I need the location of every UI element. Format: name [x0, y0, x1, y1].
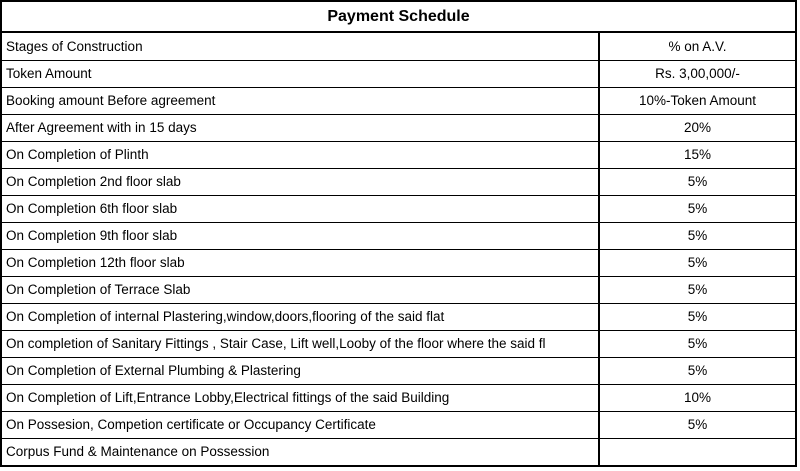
table-row	[2, 222, 795, 249]
header-percent: % on A.V.	[599, 33, 795, 60]
header-stage: Stages of Construction	[2, 33, 599, 60]
stage-cell: Token Amount	[2, 60, 599, 87]
table-row	[2, 384, 795, 411]
stage-cell: On Completion 12th floor slab	[2, 249, 599, 276]
percent-cell: 5%	[599, 276, 795, 303]
stage-cell: Booking amount Before agreement	[2, 87, 599, 114]
table-row	[2, 438, 795, 465]
table-row	[2, 141, 795, 168]
table-row	[2, 195, 795, 222]
header-row	[2, 33, 795, 60]
stage-cell: On Completion 9th floor slab	[2, 222, 599, 249]
table-row	[2, 357, 795, 384]
percent-cell: 5%	[599, 330, 795, 357]
percent-cell	[599, 438, 795, 465]
percent-cell: 15%	[599, 141, 795, 168]
stage-cell: On Possesion, Competion certificate or Occupancy Certificate	[2, 411, 599, 438]
stage-cell: On Completion of Terrace Slab	[2, 276, 599, 303]
table-row	[2, 114, 795, 141]
schedule-grid	[2, 33, 795, 465]
table-title: Payment Schedule	[2, 2, 795, 33]
percent-cell: 5%	[599, 222, 795, 249]
percent-cell: 5%	[599, 411, 795, 438]
percent-cell: 5%	[599, 303, 795, 330]
stage-cell: After Agreement with in 15 days	[2, 114, 599, 141]
stage-cell: On Completion 6th floor slab	[2, 195, 599, 222]
table-row	[2, 168, 795, 195]
percent-cell: Rs. 3,00,000/-	[599, 60, 795, 87]
stage-cell: On Completion 2nd floor slab	[2, 168, 599, 195]
percent-cell: 10%	[599, 384, 795, 411]
stage-cell: On Completion of Plinth	[2, 141, 599, 168]
table-row	[2, 249, 795, 276]
percent-cell: 5%	[599, 195, 795, 222]
table-row	[2, 276, 795, 303]
table-row	[2, 303, 795, 330]
percent-cell: 5%	[599, 357, 795, 384]
percent-cell: 10%-Token Amount	[599, 87, 795, 114]
table-row	[2, 60, 795, 87]
stage-cell: On completion of Sanitary Fittings , Stair Case, Lift well,Looby of the floor where the said fl	[2, 330, 599, 357]
percent-cell: 5%	[599, 168, 795, 195]
stage-cell: On Completion of External Plumbing & Plastering	[2, 357, 599, 384]
stage-cell: On Completion of internal Plastering,window,doors,flooring of the said flat	[2, 303, 599, 330]
percent-cell: 5%	[599, 249, 795, 276]
table-row	[2, 330, 795, 357]
stage-cell: On Completion of Lift,Entrance Lobby,Electrical fittings of the said Building	[2, 384, 599, 411]
stage-cell: Corpus Fund & Maintenance on Possession	[2, 438, 599, 465]
table-row	[2, 411, 795, 438]
percent-cell: 20%	[599, 114, 795, 141]
table-row	[2, 87, 795, 114]
